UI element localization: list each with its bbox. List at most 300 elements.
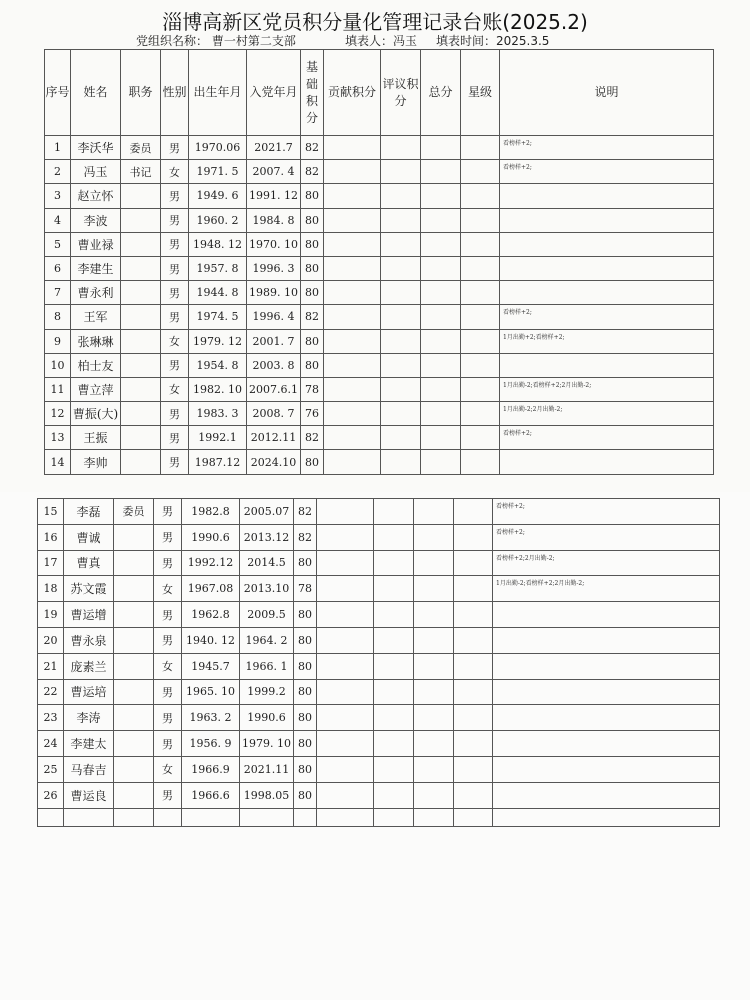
cell-seq: 18 [38, 576, 64, 602]
cell-contrib [324, 136, 381, 160]
cell-review [381, 281, 421, 305]
cell-base: 80 [301, 232, 324, 256]
cell-star [461, 256, 500, 280]
cell-gender: 男 [161, 402, 189, 426]
cell-review [374, 679, 414, 705]
cell-contrib [317, 705, 374, 731]
cell-birth: 1957. 8 [189, 256, 247, 280]
cell-birth: 1982.8 [182, 499, 240, 525]
cell-gender: 女 [154, 576, 182, 602]
cell-blank [64, 808, 114, 826]
cell-join: 1979. 10 [240, 731, 294, 757]
cell-blank [240, 808, 294, 826]
cell-star [461, 160, 500, 184]
col-name: 姓名 [71, 50, 121, 136]
cell-join: 1989. 10 [247, 281, 301, 305]
cell-note: 看榜样+2; [493, 499, 720, 525]
cell-contrib [317, 499, 374, 525]
table-body-page2 [38, 499, 720, 827]
cell-contrib [317, 756, 374, 782]
cell-join: 2024.10 [247, 450, 301, 474]
cell-duty [114, 627, 154, 653]
cell-seq: 6 [45, 256, 71, 280]
table-row [45, 281, 714, 305]
cell-total [421, 184, 461, 208]
cell-review [374, 756, 414, 782]
cell-note [493, 705, 720, 731]
cell-name: 柏士友 [71, 353, 121, 377]
cell-duty [121, 426, 161, 450]
col-total: 总分 [421, 50, 461, 136]
cell-base: 82 [294, 499, 317, 525]
cell-review [381, 402, 421, 426]
cell-total [421, 136, 461, 160]
col-base: 基础积分 [301, 50, 324, 136]
cell-join: 2005.07 [240, 499, 294, 525]
cell-name: 曹振(大) [71, 402, 121, 426]
cell-name: 赵立怀 [71, 184, 121, 208]
cell-contrib [324, 329, 381, 353]
cell-duty [114, 705, 154, 731]
cell-seq: 5 [45, 232, 71, 256]
cell-total [421, 377, 461, 401]
cell-duty [114, 576, 154, 602]
cell-name: 曹立萍 [71, 377, 121, 401]
table-row [38, 499, 720, 525]
cell-note [493, 782, 720, 808]
cell-contrib [317, 524, 374, 550]
cell-join: 2013.10 [240, 576, 294, 602]
cell-total [414, 782, 454, 808]
cell-join: 1991. 12 [247, 184, 301, 208]
table-header-row [45, 50, 714, 136]
cell-note [493, 627, 720, 653]
cell-total [421, 353, 461, 377]
cell-birth: 1944. 8 [189, 281, 247, 305]
cell-seq: 11 [45, 377, 71, 401]
cell-total [421, 281, 461, 305]
cell-join: 2013.12 [240, 524, 294, 550]
cell-gender: 男 [161, 184, 189, 208]
cell-duty [114, 782, 154, 808]
cell-contrib [324, 208, 381, 232]
cell-total [421, 256, 461, 280]
cell-name: 曹业禄 [71, 232, 121, 256]
cell-total [414, 653, 454, 679]
cell-duty [121, 232, 161, 256]
cell-seq: 25 [38, 756, 64, 782]
cell-star [454, 524, 493, 550]
cell-name: 李涛 [64, 705, 114, 731]
cell-star [461, 184, 500, 208]
cell-star [454, 653, 493, 679]
cell-join: 1984. 8 [247, 208, 301, 232]
cell-gender: 男 [161, 305, 189, 329]
cell-base: 80 [294, 653, 317, 679]
cell-star [461, 136, 500, 160]
col-seq: 序号 [45, 50, 71, 136]
cell-gender: 男 [154, 627, 182, 653]
cell-join: 2021.7 [247, 136, 301, 160]
cell-gender: 男 [161, 450, 189, 474]
cell-base: 80 [301, 353, 324, 377]
cell-birth: 1949. 6 [189, 184, 247, 208]
cell-base: 80 [294, 627, 317, 653]
cell-name: 李建生 [71, 256, 121, 280]
cell-note: 1月出勤+2;看榜样+2; [500, 329, 714, 353]
cell-total [414, 731, 454, 757]
cell-name: 曹运良 [64, 782, 114, 808]
cell-star [454, 499, 493, 525]
org-name: 党组织名称： 曹一村第二支部 [136, 34, 296, 48]
cell-name: 李沃华 [71, 136, 121, 160]
cell-total [414, 627, 454, 653]
cell-duty [121, 281, 161, 305]
cell-note: 看榜样+2; [500, 426, 714, 450]
cell-base: 82 [301, 136, 324, 160]
cell-total [414, 679, 454, 705]
cell-blank [374, 808, 414, 826]
cell-review [374, 576, 414, 602]
cell-contrib [324, 377, 381, 401]
cell-duty [121, 329, 161, 353]
page-sheet-top [0, 0, 750, 492]
cell-gender: 男 [154, 499, 182, 525]
cell-star [461, 353, 500, 377]
col-contrib: 贡献积分 [324, 50, 381, 136]
cell-contrib [317, 627, 374, 653]
cell-star [454, 576, 493, 602]
cell-star [461, 208, 500, 232]
cell-total [414, 602, 454, 628]
cell-name: 曹永利 [71, 281, 121, 305]
cell-join: 2021.11 [240, 756, 294, 782]
cell-note: 看榜样+2;2月出勤-2; [493, 550, 720, 576]
cell-duty [121, 402, 161, 426]
cell-gender: 男 [161, 136, 189, 160]
cell-total [421, 402, 461, 426]
document-title: 淄博高新区党员积分量化管理记录台账(2025.2) [162, 10, 588, 34]
table-row [45, 402, 714, 426]
cell-contrib [324, 402, 381, 426]
cell-duty [114, 679, 154, 705]
cell-base: 80 [294, 550, 317, 576]
cell-gender: 男 [154, 731, 182, 757]
cell-review [374, 731, 414, 757]
table-row [45, 450, 714, 474]
cell-note: 看榜样+2; [500, 160, 714, 184]
cell-name: 李波 [71, 208, 121, 232]
cell-birth: 1971. 5 [189, 160, 247, 184]
cell-birth: 1956. 9 [182, 731, 240, 757]
cell-duty: 委员 [121, 136, 161, 160]
cell-birth: 1992.12 [182, 550, 240, 576]
cell-total [414, 550, 454, 576]
table-row [45, 305, 714, 329]
cell-seq: 8 [45, 305, 71, 329]
cell-join: 1966. 1 [240, 653, 294, 679]
cell-review [374, 627, 414, 653]
cell-join: 1998.05 [240, 782, 294, 808]
cell-gender: 男 [161, 426, 189, 450]
cell-total [414, 499, 454, 525]
cell-review [374, 499, 414, 525]
score-table-page1 [44, 49, 714, 475]
cell-birth: 1987.12 [189, 450, 247, 474]
cell-base: 82 [301, 426, 324, 450]
cell-base: 80 [301, 208, 324, 232]
cell-birth: 1962.8 [182, 602, 240, 628]
table-row-blank [38, 808, 720, 826]
page-sheet-bottom [0, 492, 750, 1000]
cell-total [414, 524, 454, 550]
cell-gender: 男 [161, 208, 189, 232]
cell-gender: 女 [161, 329, 189, 353]
cell-total [421, 208, 461, 232]
cell-total [421, 329, 461, 353]
cell-note [493, 679, 720, 705]
cell-name: 曹运培 [64, 679, 114, 705]
cell-review [374, 550, 414, 576]
cell-contrib [324, 232, 381, 256]
cell-join: 2003. 8 [247, 353, 301, 377]
cell-blank [454, 808, 493, 826]
cell-name: 马春吉 [64, 756, 114, 782]
table-row [38, 679, 720, 705]
cell-blank [182, 808, 240, 826]
cell-note [493, 756, 720, 782]
cell-join: 1996. 4 [247, 305, 301, 329]
cell-join: 1970. 10 [247, 232, 301, 256]
cell-name: 曹诚 [64, 524, 114, 550]
cell-birth: 1960. 2 [189, 208, 247, 232]
cell-join: 1999.2 [240, 679, 294, 705]
table-row [45, 160, 714, 184]
cell-seq: 23 [38, 705, 64, 731]
cell-note: 1月出勤-2;看榜样+2;2月出勤-2; [493, 576, 720, 602]
cell-name: 王振 [71, 426, 121, 450]
cell-star [454, 550, 493, 576]
cell-contrib [317, 602, 374, 628]
cell-name: 曹真 [64, 550, 114, 576]
table-row [45, 208, 714, 232]
cell-contrib [317, 782, 374, 808]
cell-base: 76 [301, 402, 324, 426]
cell-star [461, 329, 500, 353]
cell-join: 2007.6.1 [247, 377, 301, 401]
cell-birth: 1963. 2 [182, 705, 240, 731]
cell-star [454, 627, 493, 653]
cell-total [421, 450, 461, 474]
cell-gender: 男 [161, 281, 189, 305]
cell-seq: 10 [45, 353, 71, 377]
cell-join: 2009.5 [240, 602, 294, 628]
cell-seq: 12 [45, 402, 71, 426]
cell-duty: 书记 [121, 160, 161, 184]
table-row [45, 184, 714, 208]
cell-review [381, 184, 421, 208]
cell-birth: 1965. 10 [182, 679, 240, 705]
cell-review [381, 329, 421, 353]
cell-seq: 16 [38, 524, 64, 550]
cell-seq: 7 [45, 281, 71, 305]
cell-duty [114, 731, 154, 757]
cell-star [454, 782, 493, 808]
cell-note: 看榜样+2; [500, 305, 714, 329]
cell-name: 冯玉 [71, 160, 121, 184]
cell-contrib [317, 653, 374, 679]
cell-contrib [317, 731, 374, 757]
cell-blank [317, 808, 374, 826]
cell-name: 李建太 [64, 731, 114, 757]
cell-total [421, 305, 461, 329]
table-row [38, 705, 720, 731]
table-row [38, 782, 720, 808]
cell-review [381, 232, 421, 256]
cell-contrib [324, 426, 381, 450]
cell-review [374, 524, 414, 550]
cell-seq: 2 [45, 160, 71, 184]
cell-join: 2012.11 [247, 426, 301, 450]
cell-gender: 女 [154, 653, 182, 679]
cell-seq: 14 [45, 450, 71, 474]
cell-join: 1996. 3 [247, 256, 301, 280]
cell-base: 80 [301, 184, 324, 208]
table-row [38, 550, 720, 576]
cell-review [374, 602, 414, 628]
cell-seq: 4 [45, 208, 71, 232]
cell-base: 80 [294, 782, 317, 808]
cell-note [500, 208, 714, 232]
cell-base: 78 [294, 576, 317, 602]
cell-base: 80 [294, 602, 317, 628]
cell-note: 看榜样+2; [500, 136, 714, 160]
table-row [38, 524, 720, 550]
cell-contrib [317, 550, 374, 576]
cell-gender: 男 [154, 705, 182, 731]
cell-gender: 女 [161, 377, 189, 401]
cell-duty [121, 305, 161, 329]
cell-duty [114, 550, 154, 576]
cell-note [493, 731, 720, 757]
cell-join: 2014.5 [240, 550, 294, 576]
cell-gender: 男 [154, 782, 182, 808]
cell-birth: 1983. 3 [189, 402, 247, 426]
cell-duty [114, 653, 154, 679]
cell-note: 1月出勤-2;看榜样+2;2月出勤-2; [500, 377, 714, 401]
cell-contrib [324, 353, 381, 377]
cell-star [461, 377, 500, 401]
cell-birth: 1990.6 [182, 524, 240, 550]
cell-star [461, 402, 500, 426]
cell-star [454, 602, 493, 628]
cell-blank [294, 808, 317, 826]
cell-name: 曹运增 [64, 602, 114, 628]
cell-contrib [324, 281, 381, 305]
cell-birth: 1982. 10 [189, 377, 247, 401]
cell-total [421, 232, 461, 256]
cell-join: 2007. 4 [247, 160, 301, 184]
cell-gender: 女 [161, 160, 189, 184]
fill-date: 填表时间：2025.3.5 [436, 34, 550, 48]
cell-gender: 男 [154, 679, 182, 705]
cell-duty [114, 524, 154, 550]
cell-name: 王军 [71, 305, 121, 329]
cell-gender: 男 [161, 232, 189, 256]
cell-gender: 男 [161, 353, 189, 377]
cell-contrib [324, 305, 381, 329]
cell-star [461, 305, 500, 329]
cell-blank [154, 808, 182, 826]
table-row [38, 627, 720, 653]
cell-base: 80 [294, 705, 317, 731]
cell-base: 80 [301, 281, 324, 305]
table-body-page1 [45, 136, 714, 475]
table-row [38, 576, 720, 602]
cell-birth: 1966.6 [182, 782, 240, 808]
cell-seq: 3 [45, 184, 71, 208]
cell-base: 80 [301, 329, 324, 353]
cell-note [493, 602, 720, 628]
cell-base: 80 [294, 679, 317, 705]
table-row [45, 136, 714, 160]
table-row [38, 756, 720, 782]
table-row [38, 653, 720, 679]
cell-contrib [324, 184, 381, 208]
cell-review [381, 377, 421, 401]
cell-contrib [324, 160, 381, 184]
table-row [45, 232, 714, 256]
cell-review [381, 136, 421, 160]
cell-birth: 1954. 8 [189, 353, 247, 377]
cell-seq: 20 [38, 627, 64, 653]
cell-base: 78 [301, 377, 324, 401]
cell-duty [121, 450, 161, 474]
cell-total [414, 756, 454, 782]
cell-birth: 1974. 5 [189, 305, 247, 329]
cell-review [374, 653, 414, 679]
col-gender: 性别 [161, 50, 189, 136]
cell-seq: 19 [38, 602, 64, 628]
cell-note [500, 256, 714, 280]
cell-base: 82 [301, 305, 324, 329]
cell-review [374, 705, 414, 731]
table-row [38, 731, 720, 757]
cell-birth: 1992.1 [189, 426, 247, 450]
cell-base: 80 [301, 256, 324, 280]
cell-note [500, 184, 714, 208]
cell-star [454, 731, 493, 757]
cell-contrib [324, 256, 381, 280]
cell-total [421, 426, 461, 450]
col-star: 星级 [461, 50, 500, 136]
cell-join: 1964. 2 [240, 627, 294, 653]
cell-base: 80 [294, 756, 317, 782]
cell-blank [38, 808, 64, 826]
cell-star [461, 450, 500, 474]
cell-base: 82 [301, 160, 324, 184]
cell-gender: 男 [154, 602, 182, 628]
cell-total [421, 160, 461, 184]
score-table-page2 [37, 498, 720, 827]
cell-review [381, 426, 421, 450]
cell-review [381, 353, 421, 377]
cell-note [500, 353, 714, 377]
cell-total [414, 705, 454, 731]
table-row [45, 426, 714, 450]
cell-join: 2008. 7 [247, 402, 301, 426]
cell-seq: 22 [38, 679, 64, 705]
